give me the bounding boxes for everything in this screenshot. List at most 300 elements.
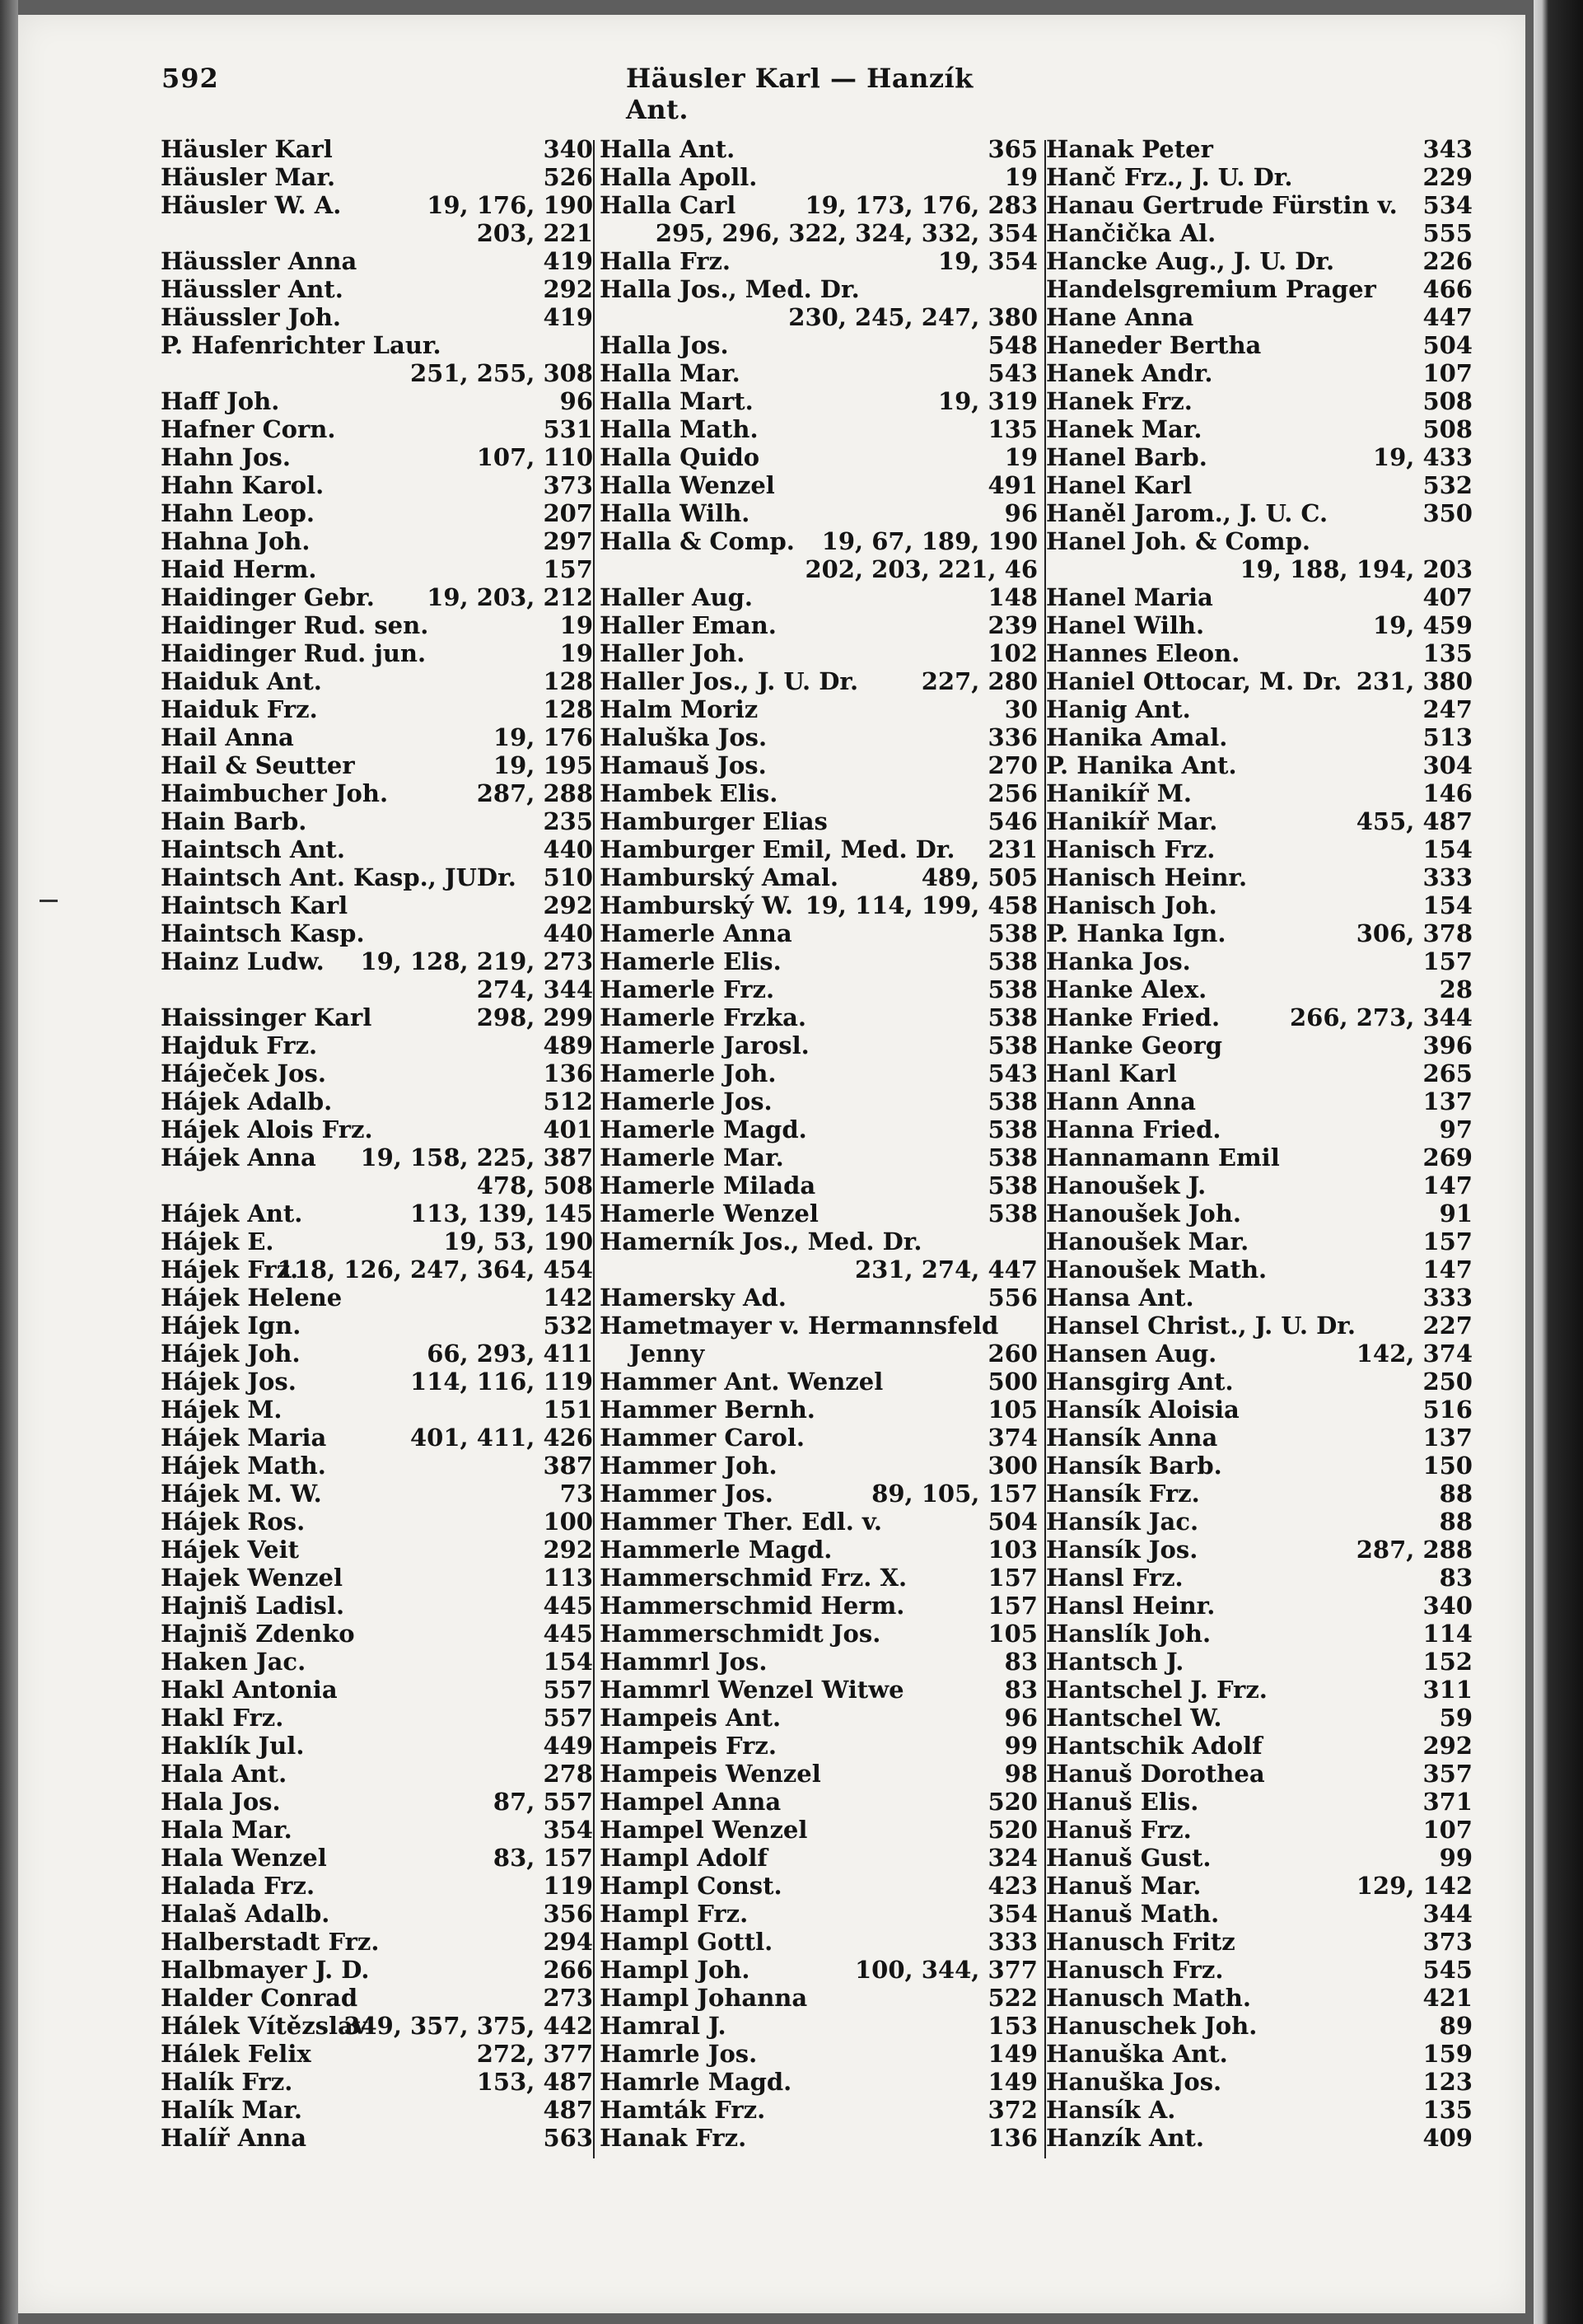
page-number: 592 [161,63,219,94]
index-entry [161,1003,593,1031]
index-entry [600,1396,1038,1424]
entry-page-refs: 99 [1004,1732,1038,1760]
entry-page-refs: 532 [1422,471,1473,499]
index-entry [1046,1844,1473,1872]
entry-name: Haidinger Rud. sen. [161,611,429,639]
index-entry [161,1171,593,1199]
entry-page-refs: 83 [1004,1676,1038,1704]
entry-name: Hampeis Wenzel [600,1760,821,1788]
entry-name: Hahn Leop. [161,499,315,527]
entry-page-refs: 157 [1422,947,1473,975]
entry-name: Haidinger Gebr. [161,583,375,611]
entry-name: Hamerle Frz. [600,975,775,1003]
entry-name: Hammer Jos. [600,1480,773,1508]
entry-page-refs: 19, 354 [937,247,1038,275]
page-header [0,63,1583,125]
index-entry [161,1732,593,1760]
entry-page-refs: 231, 274, 447 [855,1256,1038,1284]
index-entry [1046,1424,1473,1452]
entry-page-refs: 19, 158, 225, 387 [360,1143,593,1171]
entry-page-refs: 154 [1422,835,1473,863]
index-entry [1046,219,1473,247]
index-entry [600,1508,1038,1536]
entry-page-refs: 114, 116, 119 [410,1368,593,1396]
entry-name: Häusler Karl [161,135,333,163]
entry-page-refs: 419 [543,303,593,331]
entry-page-refs: 543 [988,1059,1038,1087]
index-entry [600,1087,1038,1115]
index-entry [161,1984,593,2012]
index-entry [600,1284,1038,1312]
index-entry [600,807,1038,835]
index-entry [161,1844,593,1872]
entry-name: Hanke Fried. [1046,1003,1221,1031]
entry-page-refs: 83, 157 [493,1844,593,1872]
index-entry [600,835,1038,863]
entry-name: Haiduk Frz. [161,695,318,723]
index-entry [161,639,593,667]
entry-name: Hamerle Anna [600,919,792,947]
scan-right-edge [1534,0,1583,2324]
entry-name: Hanel Wilh. [1046,611,1205,639]
entry-name: Hannes Eleon. [1046,639,1240,667]
entry-page-refs: 387 [543,1452,593,1480]
entry-page-refs: 102 [988,639,1038,667]
entry-page-refs: 157 [543,555,593,583]
index-entry [1046,695,1473,723]
entry-page-refs: 504 [1422,331,1473,359]
index-entry [1046,275,1473,303]
entry-name: Hansl Heinr. [1046,1592,1216,1620]
index-entry [161,415,593,443]
entry-name: Haller Jos., J. U. Dr. [600,667,859,695]
entry-page-refs: 235 [543,807,593,835]
index-entry [600,1452,1038,1480]
index-entry [161,387,593,415]
entry-page-refs: 99 [1439,1844,1473,1872]
entry-page-refs: 91 [1439,1199,1473,1227]
index-entry [1046,1199,1473,1227]
index-entry [600,1227,1038,1256]
entry-page-refs: 135 [1422,2096,1473,2124]
entry-name: Hampl Frz. [600,1900,749,1928]
entry-name: Hajek Wenzel [161,1564,343,1592]
index-entry [161,1087,593,1115]
entry-page-refs: 538 [988,947,1038,975]
index-entry [1046,779,1473,807]
index-entry [600,1620,1038,1648]
entry-name: Halbmayer J. D. [161,1956,370,1984]
entry-page-refs: 447 [1422,303,1473,331]
index-entry [1046,1676,1473,1704]
index-entry [600,1816,1038,1844]
entry-name: Háječek Jos. [161,1059,326,1087]
entry-page-refs: 512 [543,1087,593,1115]
entry-page-refs: 266 [543,1956,593,1984]
entry-page-refs: 135 [1422,639,1473,667]
entry-name: Halík Frz. [161,2068,293,2096]
entry-name: Hanisch Frz. [1046,835,1216,863]
entry-name: Hájek Ign. [161,1312,301,1340]
index-entry [600,1788,1038,1816]
entry-page-refs: 113, 139, 145 [410,1199,593,1227]
entry-page-refs: 297 [543,527,593,555]
index-entry [161,527,593,555]
index-entry [600,1171,1038,1199]
entry-name: Hampeis Frz. [600,1732,777,1760]
index-entry [600,779,1038,807]
entry-page-refs: 100 [543,1508,593,1536]
index-entry [600,191,1038,219]
entry-page-refs: 227, 280 [921,667,1038,695]
entry-page-refs: 118, 126, 247, 364, 454 [277,1256,593,1284]
entry-name: Halla Wenzel [600,471,775,499]
entry-page-refs: 371 [1422,1788,1473,1816]
entry-name: Hammer Carol. [600,1424,805,1452]
index-entry [600,527,1038,555]
index-entry [161,303,593,331]
index-entry [600,359,1038,387]
entry-page-refs: 478, 508 [476,1171,593,1199]
index-entry [600,1732,1038,1760]
entry-name: Hájek Veit [161,1536,300,1564]
entry-page-refs: 489 [543,1031,593,1059]
entry-page-refs: 520 [988,1788,1038,1816]
entry-page-refs: 19, 433 [1372,443,1473,471]
index-entry [161,1284,593,1312]
entry-page-refs: 538 [988,919,1038,947]
entry-page-refs: 98 [1004,1760,1038,1788]
index-entry [600,2096,1038,2124]
entry-page-refs: 287, 288 [476,779,593,807]
entry-name: Hanke Alex. [1046,975,1207,1003]
entry-name: P. Hanika Ant. [1046,751,1237,779]
index-entry [161,751,593,779]
index-entry [161,695,593,723]
entry-name: Hanikíř M. [1046,779,1192,807]
entry-name: Hala Jos. [161,1788,281,1816]
entry-page-refs: 105 [988,1396,1038,1424]
entry-page-refs: 231, 380 [1356,667,1473,695]
index-entry [161,1816,593,1844]
index-entry [1046,2068,1473,2096]
entry-name: Hájek Maria [161,1424,327,1452]
index-entry [161,191,593,219]
index-entry [1046,2040,1473,2068]
entry-name: Hampel Wenzel [600,1816,808,1844]
entry-page-refs: 203, 221 [476,219,593,247]
index-entry [600,1003,1038,1031]
entry-name: Hanč Frz., J. U. Dr. [1046,163,1293,191]
index-entry [1046,947,1473,975]
index-entry [161,1536,593,1564]
entry-page-refs: 128 [543,695,593,723]
entry-name: Hájek Anna [161,1143,316,1171]
entry-name: Hamták Frz. [600,2096,766,2124]
entry-page-refs: 273 [543,1984,593,2012]
index-entry [600,1704,1038,1732]
entry-page-refs: 350 [1422,499,1473,527]
index-entry [1046,1536,1473,1564]
entry-page-refs: 105 [988,1620,1038,1648]
entry-name: Hansl Frz. [1046,1564,1184,1592]
index-entry [600,415,1038,443]
entry-name: Hájek Math. [161,1452,326,1480]
index-entry [161,1928,593,1956]
entry-name: Hansa Ant. [1046,1284,1194,1312]
index-entry [600,1676,1038,1704]
index-entry [600,611,1038,639]
index-entry [1046,1984,1473,2012]
entry-page-refs: 250 [1422,1368,1473,1396]
entry-name: Hammer Joh. [600,1452,777,1480]
entry-page-refs: 516 [1422,1396,1473,1424]
entry-page-refs: 449 [543,1732,593,1760]
index-entry [1046,863,1473,891]
entry-name: Hájek Jos. [161,1368,297,1396]
entry-page-refs: 522 [988,1984,1038,2012]
entry-page-refs: 298, 299 [476,1003,593,1031]
index-entry [161,1900,593,1928]
entry-page-refs: 239 [988,611,1038,639]
entry-name: Hansík Frz. [1046,1480,1200,1508]
entry-name: Haintsch Kasp. [161,919,365,947]
index-entry [161,1592,593,1620]
entry-page-refs: 407 [1422,583,1473,611]
index-entry [1046,1872,1473,1900]
index-entry [600,1648,1038,1676]
index-entry [600,1536,1038,1564]
entry-name: Hametmayer v. Hermannsfeld [600,1312,999,1340]
entry-page-refs: 455, 487 [1356,807,1473,835]
entry-name: Hájek Adalb. [161,1087,333,1115]
index-entry [161,1227,593,1256]
entry-name: Halla Ant. [600,135,735,163]
index-entry [161,1760,593,1788]
index-entry [600,247,1038,275]
entry-name: Haluška Jos. [600,723,768,751]
index-entry [161,1872,593,1900]
index-entry [1046,471,1473,499]
entry-page-refs: 272, 377 [476,2040,593,2068]
entry-name: Hajduk Frz. [161,1031,318,1059]
index-entry [1046,303,1473,331]
index-entry [1046,1171,1473,1199]
index-entry [1046,1788,1473,1816]
entry-name: Hájek M. W. [161,1480,322,1508]
index-entry [161,555,593,583]
entry-page-refs: 149 [988,2040,1038,2068]
entry-name: Hamerle Jos. [600,1087,773,1115]
entry-page-refs: 344 [1422,1900,1473,1928]
index-entry [1046,1508,1473,1536]
index-entry [161,359,593,387]
entry-name: Hammrl Wenzel Witwe [600,1676,904,1704]
entry-page-refs: 154 [1422,891,1473,919]
entry-page-refs: 231 [988,835,1038,863]
entry-page-refs: 135 [988,415,1038,443]
index-entry [161,275,593,303]
index-entry [161,219,593,247]
entry-page-refs: 491 [988,471,1038,499]
entry-name: Halla Jos., Med. Dr. [600,275,860,303]
index-entry [161,247,593,275]
index-entry [1046,1816,1473,1844]
index-entry [161,1256,593,1284]
entry-name: Hammerschmidt Jos. [600,1620,881,1648]
index-entry [1046,359,1473,387]
entry-page-refs: 311 [1422,1676,1473,1704]
entry-name: Hammerle Magd. [600,1536,833,1564]
index-entry [600,947,1038,975]
entry-page-refs: 270 [988,751,1038,779]
entry-name: Hannamann Emil [1046,1143,1280,1171]
entry-name: Hanuš Math. [1046,1900,1220,1928]
entry-page-refs: 526 [543,163,593,191]
entry-name: Halada Frz. [161,1872,315,1900]
entry-name: Haneder Bertha [1046,331,1262,359]
index-entry [1046,2012,1473,2040]
entry-page-refs: 269 [1422,1143,1473,1171]
entry-name: Haid Herm. [161,555,317,583]
entry-name: Hamburger Emil, Med. Dr. [600,835,955,863]
index-entry [1046,1760,1473,1788]
entry-name: Hampeis Ant. [600,1704,782,1732]
entry-page-refs: 292 [1422,1732,1473,1760]
index-entry [1046,891,1473,919]
index-entry [1046,1003,1473,1031]
entry-name: Hanisch Heinr. [1046,863,1248,891]
entry-name: Hájek Joh. [161,1340,301,1368]
entry-page-refs: 531 [543,415,593,443]
entry-page-refs: 149 [988,2068,1038,2096]
index-entry [161,1312,593,1340]
index-entry [161,2040,593,2068]
entry-name: Jenny [629,1340,705,1368]
entry-page-refs: 157 [988,1564,1038,1592]
index-entry [161,1564,593,1592]
entry-name: Hanig Ant. [1046,695,1191,723]
index-entry [1046,1059,1473,1087]
entry-page-refs: 19, 53, 190 [443,1227,593,1256]
entry-page-refs: 123 [1422,2068,1473,2096]
entry-name: Hansen Aug. [1046,1340,1217,1368]
entry-name: Hamral J. [600,2012,726,2040]
entry-name: Hanoušek Joh. [1046,1199,1241,1227]
entry-page-refs: 548 [988,331,1038,359]
index-entry [1046,723,1473,751]
index-entry [161,1788,593,1816]
entry-name: Hamerle Wenzel [600,1199,819,1227]
entry-name: Hamerle Frzka. [600,1003,806,1031]
entry-name: Halla Quido [600,443,760,471]
index-entry [600,1059,1038,1087]
entry-name: Halaš Adalb. [161,1900,330,1928]
entry-name: Halla Mar. [600,359,740,387]
entry-page-refs: 295, 296, 322, 324, 332, 354 [655,219,1038,247]
entry-page-refs: 538 [988,1031,1038,1059]
entry-page-refs: 356 [543,1900,593,1928]
entry-name: Haidinger Rud. jun. [161,639,427,667]
entry-page-refs: 154 [543,1648,593,1676]
entry-name: Hansík Jos. [1046,1536,1198,1564]
entry-page-refs: 340 [1422,1592,1473,1620]
entry-page-refs: 247 [1422,695,1473,723]
entry-page-refs: 510 [543,863,593,891]
entry-page-refs: 28 [1439,975,1473,1003]
index-entry [161,1648,593,1676]
index-entry [600,1199,1038,1227]
entry-name: Haintsch Ant. [161,835,345,863]
entry-name: Hančička Al. [1046,219,1216,247]
index-entry [600,667,1038,695]
entry-page-refs: 19, 195 [493,751,593,779]
entry-name: Hamburger Elias [600,807,828,835]
entry-page-refs: 354 [988,1900,1038,1928]
entry-name: Haintsch Ant. Kasp., JUDr. [161,863,516,891]
entry-page-refs: 87, 557 [493,1788,593,1816]
entry-page-refs: 538 [988,1143,1038,1171]
entry-page-refs: 306, 378 [1356,919,1473,947]
entry-page-refs: 534 [1422,191,1473,219]
index-entry [600,1143,1038,1171]
entry-name: Hanka Jos. [1046,947,1191,975]
index-entry [161,863,593,891]
index-entry [600,2124,1038,2152]
entry-name: Hanel Karl [1046,471,1193,499]
index-entry [161,1480,593,1508]
entry-page-refs: 260 [988,1340,1038,1368]
index-entry [161,667,593,695]
entry-name: Hammer Bernh. [600,1396,815,1424]
index-entry [1046,1312,1473,1340]
entry-name: Häussler Anna [161,247,357,275]
entry-name: Hajniš Ladisl. [161,1592,345,1620]
entry-name: Haller Aug. [600,583,754,611]
entry-name: Hampl Johanna [600,1984,808,2012]
entry-name: Hamerle Elis. [600,947,782,975]
index-entry [600,1956,1038,1984]
entry-name: Hamburský W. [600,891,794,919]
index-entry [600,751,1038,779]
entry-name: Haiduk Ant. [161,667,322,695]
entry-page-refs: 19, 188, 194, 203 [1240,555,1473,583]
index-entry [1046,1368,1473,1396]
entry-name: Hakl Antonia [161,1676,338,1704]
entry-name: Halla Jos. [600,331,729,359]
entry-page-refs: 19, 67, 189, 190 [821,527,1038,555]
index-entry [600,471,1038,499]
entry-name: Hafner Corn. [161,415,336,443]
entry-page-refs: 73 [559,1480,593,1508]
entry-page-refs: 89 [1439,2012,1473,2040]
index-entry [600,135,1038,163]
index-entry [161,443,593,471]
index-entry [1046,415,1473,443]
entry-page-refs: 294 [543,1928,593,1956]
entry-name: Hansík A. [1046,2096,1176,2124]
entry-name: Häusler W. A. [161,191,342,219]
entry-name: Hambek Elis. [600,779,778,807]
index-entry [161,1340,593,1368]
index-entry [1046,1704,1473,1732]
entry-name: Hanslík Joh. [1046,1620,1212,1648]
index-entry [161,1956,593,1984]
entry-page-refs: 538 [988,1087,1038,1115]
index-entry [161,499,593,527]
entry-name: Hanuš Gust. [1046,1844,1212,1872]
index-entry [1046,2096,1473,2124]
